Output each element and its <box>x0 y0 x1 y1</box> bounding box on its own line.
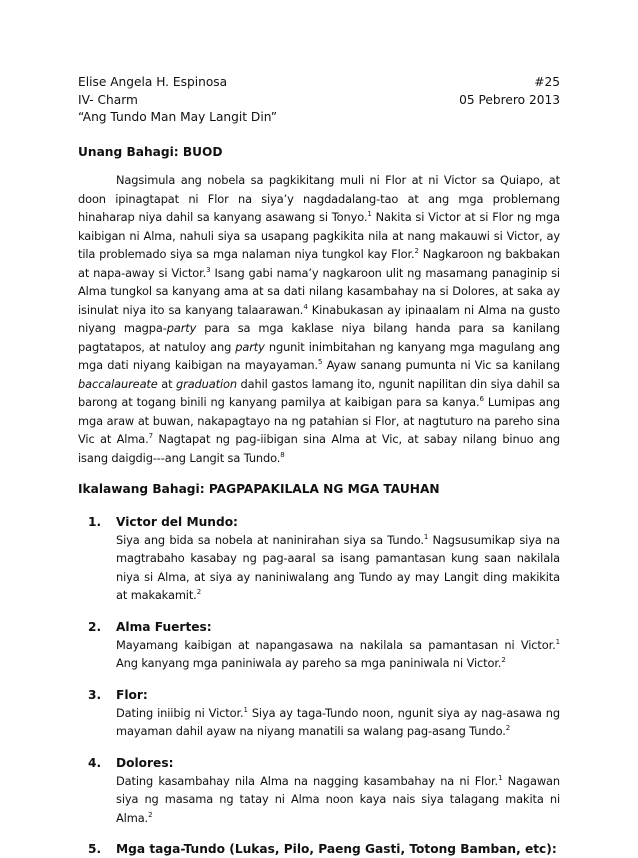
text-run: ngunit inimbitahan ng kanyang mga magulang ang mga dati niyang kaibigan na mayayaman. <box>78 340 560 373</box>
text-run: Ayaw sanang pumunta ni Vic sa kanilang <box>322 358 560 372</box>
footnote-marker: 1 <box>244 706 248 714</box>
text-run: Siya ang bida sa nobela at naninirahan siya sa Tundo. <box>116 533 424 547</box>
character-description <box>116 636 560 673</box>
text-run: at <box>158 377 176 391</box>
text-run: Lumipas ang mga araw at buwan, nakapagtayo na ng patahian si Flor, at nagtuturo na pareho sina Vic at Alma. <box>78 395 560 446</box>
footnote-marker: 1 <box>367 210 371 218</box>
text-run: Nagkaroon ng bakbakan at napa-away si Victor. <box>78 247 560 280</box>
text-run: Dating iniibig ni Victor. <box>116 706 244 720</box>
character-description <box>116 704 560 741</box>
text-run: dahil gastos lamang ito, ngunit napilitan din siya dahil sa barong at togang binili ng kanyang pamilya at kaibigan para sa kanya. <box>78 377 560 410</box>
document-date: 05 Pebrero 2013 <box>459 92 560 110</box>
emphasized-term: baccalaureate <box>78 377 158 391</box>
footnote-marker: 8 <box>280 451 284 459</box>
text-run: Mayamang kaibigan at napangasawa na nakilala sa pamantasan ni Victor. <box>116 638 556 652</box>
text-run: para sa mga kaklase niya bilang handa para sa kanilang pagtatapos, at natuloy ang <box>78 321 560 354</box>
character-item <box>78 618 560 673</box>
character-item <box>78 754 560 828</box>
text-run: Nakita si Victor at si Flor ng mga kaibigan ni Alma, nahuli siya sa usapang pagkikita nila at nang makauwi si Victor, ay tila problemado siya sa mga nalaman niya tungkol kay Flor. <box>78 210 560 261</box>
character-list <box>78 513 560 858</box>
footnote-marker: 4 <box>303 303 307 311</box>
character-item <box>78 840 560 858</box>
character-number: 1. <box>88 513 101 531</box>
author-name: Elise Angela H. Espinosa <box>78 74 227 92</box>
header-row-2 <box>78 92 560 110</box>
character-name: Alma Fuertes: <box>116 618 560 636</box>
character-number: 3. <box>88 686 101 704</box>
footnote-marker: 7 <box>149 432 153 440</box>
characters-heading: Ikalawang Bahagi: PAGPAPAKILALA NG MGA TAUHAN <box>78 481 560 499</box>
character-name: Mga taga-Tundo (Lukas, Pilo, Paeng Gasti, Totong Bamban, etc): <box>116 840 560 858</box>
text-run: Kinabukasan ay ipinaalam ni Alma na gusto niyang magpa- <box>78 303 560 336</box>
text-run: Nagsusumikap siya na magtrabaho kasabay ng pag-aaral sa isang pamantasan kung saan nakilala niya si Alma, at siya ay naniniwalang ang Tundo ay may Langit ding makikita at makakamit. <box>116 533 560 603</box>
summary-heading: Unang Bahagi: BUOD <box>78 144 560 162</box>
text-run: Ang kanyang mga paniniwala ay pareho sa mga paniniwala ni Victor. <box>116 656 501 670</box>
text-run: Nagawan siya ng masama ng tatay ni Alma noon kaya nais siya talagang makita ni Alma. <box>116 774 560 825</box>
footnote-marker: 2 <box>501 656 505 664</box>
character-item <box>78 513 560 605</box>
character-item <box>78 686 560 741</box>
emphasized-term: graduation <box>176 377 237 391</box>
character-number: 2. <box>88 618 101 636</box>
novel-title: “Ang Tundo Man May Langit Din” <box>78 109 560 127</box>
emphasized-term: party <box>167 321 197 335</box>
footnote-marker: 2 <box>415 247 419 255</box>
text-run: Nagtapat ng pag-iibigan sina Alma at Vic, at sabay nilang binuo ang isang daigdig---ang Langit sa Tundo. <box>78 432 560 465</box>
footnote-marker: 1 <box>424 533 428 541</box>
footnote-marker: 2 <box>506 724 510 732</box>
character-description <box>116 531 560 605</box>
text-run: Siya ay taga-Tundo noon, ngunit siya ay nag-asawa ng mayaman dahil ayaw na niyang manatili sa walang pag-asang Tundo. <box>116 706 560 739</box>
footnote-marker: 6 <box>480 395 484 403</box>
character-name: Flor: <box>116 686 560 704</box>
footnote-marker: 1 <box>556 638 560 646</box>
section-name: IV- Charm <box>78 92 138 110</box>
character-description <box>116 772 560 828</box>
character-name: Dolores: <box>116 754 560 772</box>
footnote-marker: 5 <box>318 358 322 366</box>
header-row-1 <box>78 74 560 92</box>
character-number: 5. <box>88 840 101 858</box>
emphasized-term: party <box>235 340 265 354</box>
footnote-marker: 3 <box>206 266 210 274</box>
student-number: #25 <box>534 74 560 92</box>
text-run: Dating kasambahay nila Alma na nagging kasambahay na ni Flor. <box>116 774 498 788</box>
character-name: Victor del Mundo: <box>116 513 560 531</box>
footnote-marker: 2 <box>148 811 152 819</box>
summary-paragraph <box>78 171 560 467</box>
text-run: Isang gabi nama’y nagkaroon ulit ng masamang panaginip si Alma tungkol sa kanyang ama at sa dati nilang kasambahay na si Dolores, at saka ay isinulat niya ito sa kanyang talaarawan. <box>78 266 560 317</box>
character-number: 4. <box>88 754 101 772</box>
text-run: Nagsimula ang nobela sa pagkikitang muli ni Flor at ni Victor sa Quiapo, at doon ipinagtapat ni Flor na siya’y nagdadalang-tao at ang mga problemang hinaharap niya dahil sa kanyang asawang si Tonyo. <box>78 173 560 224</box>
footnote-marker: 2 <box>197 588 201 596</box>
footnote-marker: 1 <box>498 774 502 782</box>
